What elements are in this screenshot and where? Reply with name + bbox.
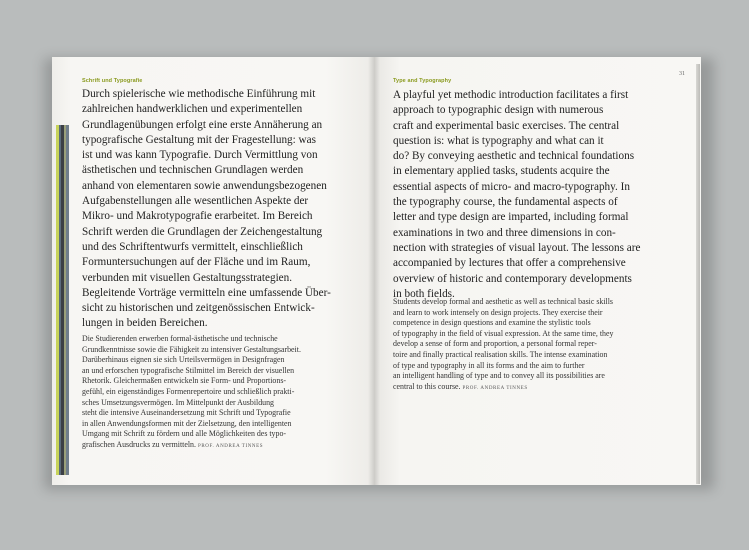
left-body-paragraph: [82, 334, 374, 453]
text-line: competence in design questions and examine the stylistic tools: [393, 318, 591, 328]
running-head-left: Schrift und Typografie: [82, 78, 143, 84]
text-line: approach to typographic design with numerous: [393, 104, 604, 117]
author-signature: PROF. ANDREA TINNES: [197, 443, 264, 449]
text-line: of typography in the field of visual expression. At the same time, they: [393, 328, 614, 338]
text-line: Begleitende Vorträge vermitteln eine umfassende Über-: [82, 286, 331, 299]
running-head-right: Type and Typography: [393, 78, 452, 84]
text-line: and learn to work intensely on design projects. They exercise their: [393, 307, 603, 317]
book-gutter: [368, 57, 380, 485]
text-line: Umgang mit Schrift zu fördern und alle Möglichkeiten des typo-: [82, 429, 287, 439]
text-line: steht die intensive Auseinandersetzung mit Schrift und Typografie: [82, 408, 291, 418]
text-line: Formuntersuchungen auf der Fläche und im Raum,: [82, 256, 311, 269]
right-lead-paragraph: [393, 88, 693, 302]
left-page: [52, 57, 374, 485]
text-line: Schrift werden die Grundlagen der Zeichengestaltung: [82, 225, 323, 238]
text-line: an und erforschen typografische Stilmittel im Bereich der visuellen: [82, 365, 295, 375]
text-line: Durch spielerische wie methodische Einführung mit: [82, 88, 316, 100]
text-line: of type and typography in all its forms and the aim to further: [393, 360, 585, 370]
text-line: grafischen Ausdrucks zu vermitteln. PROF. ANDREA TINNES: [82, 439, 264, 449]
page-number: 31: [679, 71, 685, 77]
right-body-paragraph: [393, 297, 693, 394]
text-line: accompanied by lectures that offer a comprehensive: [393, 257, 626, 270]
text-line: verbunden mit visuellen Gestaltungsstrategien.: [82, 271, 293, 284]
text-line: typografische Gestaltung mit der Fragestellung: was: [82, 133, 316, 146]
text-line: Grundlagenübungen erfolgt eine erste Annäherung an: [82, 118, 323, 131]
text-line: the typography course, the fundamental aspects of: [393, 196, 618, 209]
text-line: Rhetorik. Gleichermaßen entwickeln sie Form- und Proportions-: [82, 376, 287, 386]
text-line: question is: what is typography and what can it: [393, 134, 604, 147]
text-line: sicht zu historischen und zeitgenössischen Entwick-: [82, 302, 315, 315]
text-line: Grundkenntnisse sowie die Fähigkeit zu intensiver Gestaltungsarbeit.: [82, 344, 301, 354]
text-line: in allen Anwendungsformen mit der Zielsetzung, den intelligenten: [82, 418, 292, 428]
text-line: in both fields.: [393, 287, 455, 300]
text-line: sches Umsetzungsvermögen. Im Mittelpunkt der Ausbildung: [82, 397, 274, 407]
text-line: examinations in two and three dimensions in con-: [393, 226, 616, 239]
text-line: Die Studierenden erwerben formal-ästhetische und technische: [82, 334, 278, 343]
text-line: an intelligent handling of type and to convey all its possibilities are: [393, 371, 605, 381]
text-line: Aufgabenstellungen alle wesentlichen Aspekte der: [82, 195, 309, 208]
author-signature: PROF. ANDREA TINNES: [462, 385, 528, 391]
left-lead-paragraph: [82, 87, 372, 332]
text-line: zahlreichen handwerklichen und experimentellen: [82, 103, 303, 116]
page-edge-stack: [56, 125, 70, 475]
text-line: A playful yet methodic introduction facilitates a first: [393, 89, 629, 101]
text-line: central to this course. PROF. ANDREA TINNES: [393, 381, 528, 391]
text-line: toire and finally practical realisation skills. The intense examination: [393, 349, 608, 359]
text-line: letter and type design are imparted, including formal: [393, 211, 629, 224]
text-line: anhand von elementaren sowie anwendungsbezogenen: [82, 179, 327, 192]
text-line: craft and experimental basic exercises. The central: [393, 119, 620, 132]
text-line: do? By conveying aesthetic and technical foundations: [393, 150, 635, 163]
text-line: ästhetischen und technischen Grundlagen werden: [82, 164, 304, 177]
text-line: Darüberhinaus eignen sie sich Urteilsvermögen in Designfragen: [82, 355, 285, 365]
text-line: Students develop formal and aesthetic as well as technical basic skills: [393, 297, 613, 306]
text-line: nection with strategies of visual layout. The lessons are: [393, 241, 641, 254]
text-line: develop a sense of form and proportion, a personal formal reper-: [393, 339, 597, 349]
text-line: ist und was kann Typografie. Durch Vermittlung von: [82, 149, 318, 162]
page-edge-right: [696, 64, 700, 484]
text-line: lungen in beiden Bereichen.: [82, 317, 208, 330]
right-page: [374, 57, 701, 485]
text-line: overview of historic and contemporary developments: [393, 272, 632, 285]
text-line: Mikro- und Makrotypografie erarbeitet. Im Bereich: [82, 210, 313, 223]
text-line: essential aspects of micro- and macro-typography. In: [393, 180, 630, 193]
text-line: und des Schriftentwurfs vermittelt, einschließlich: [82, 240, 303, 253]
text-line: in elementary applied tasks, students acquire the: [393, 165, 610, 178]
text-line: gefühl, ein eigenständiges Formenrepertoire und schließlich prakti-: [82, 386, 295, 396]
